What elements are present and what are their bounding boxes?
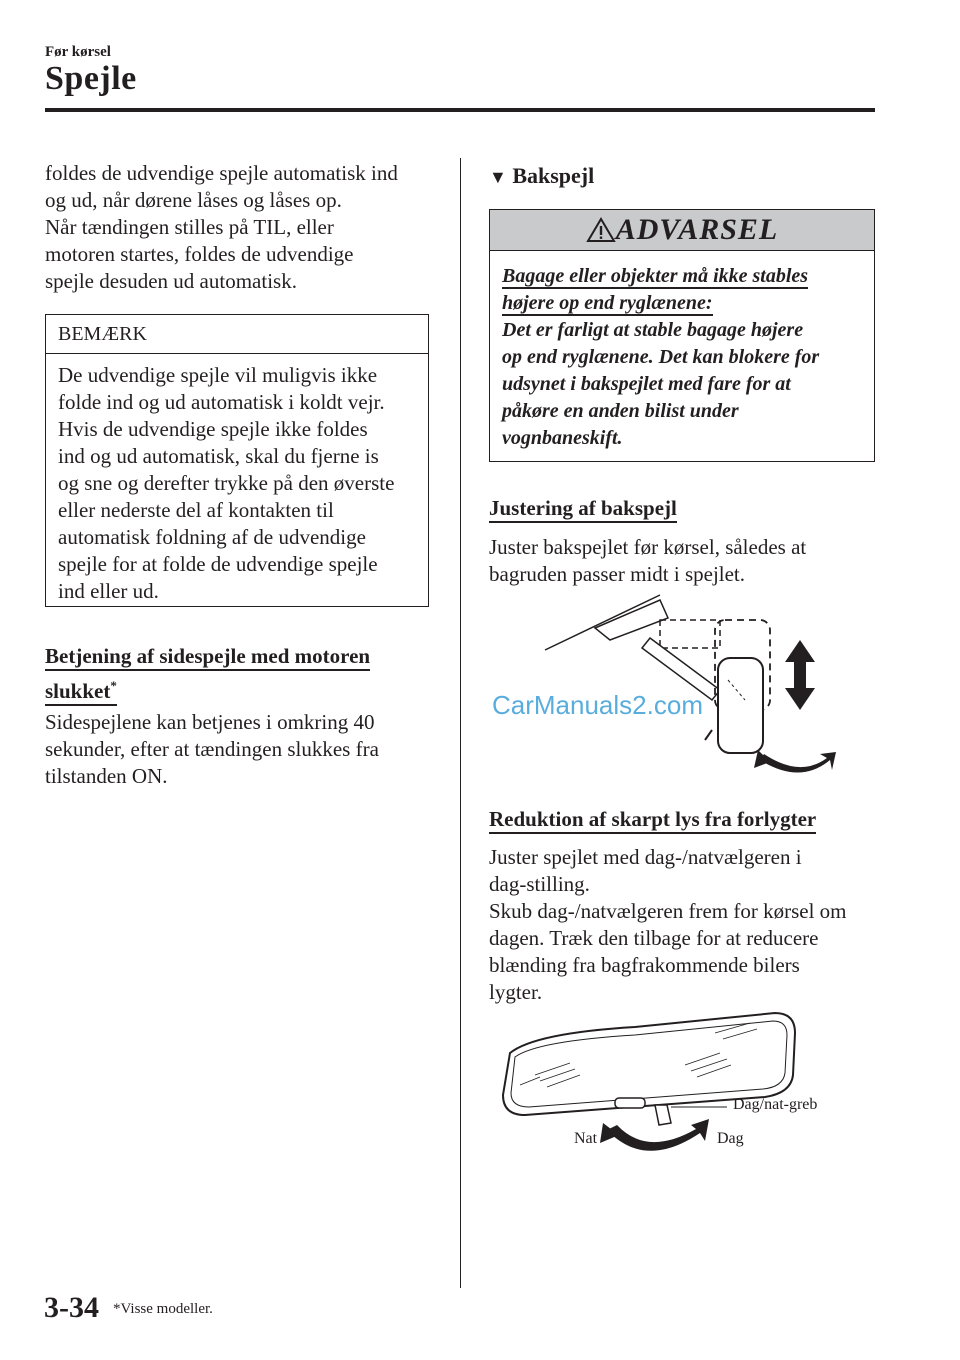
- text-line: folde ind og ud automatisk i koldt vejr.: [58, 390, 385, 414]
- glare-heading: [489, 805, 816, 833]
- text-line: sekunder, efter at tændingen slukkes fra: [45, 737, 379, 761]
- triangle-down-icon: ▼: [489, 167, 507, 187]
- text-line: tilstanden ON.: [45, 764, 168, 788]
- heading-text: Reduktion af skarpt lys fra forlygter: [489, 807, 816, 834]
- text-line: blænding fra bagfrakommende bilers: [489, 953, 800, 977]
- text-line: Juster spejlet med dag-/natvælgeren i: [489, 845, 802, 869]
- footnote-mark: *: [110, 678, 117, 693]
- text-line: Hvis de udvendige spejle ikke foldes: [58, 417, 368, 441]
- heading-line: Betjening af sidespejle med motoren: [45, 644, 370, 671]
- text-line: motoren startes, foldes de udvendige: [45, 242, 354, 266]
- engine-off-paragraph: [45, 709, 379, 790]
- text-line: og sne og derefter trykke på den øverste: [58, 471, 395, 495]
- warning-line: påkøre en anden bilist under: [502, 400, 739, 422]
- watermark: CarManuals2.com: [492, 690, 703, 720]
- note-body: [46, 354, 428, 605]
- glare-paragraph: [489, 844, 847, 1006]
- text-line: ind eller ud.: [58, 579, 159, 603]
- warning-line: vognbaneskift.: [502, 427, 623, 449]
- column-divider: [460, 158, 461, 1288]
- text-line: Juster bakspejlet før kørsel, således at: [489, 535, 807, 559]
- day-night-mirror-illustration: [495, 1005, 805, 1165]
- warning-box: [489, 209, 875, 462]
- note-title: BEMÆRK: [46, 315, 428, 354]
- text-line: bagruden passer midt i spejlet.: [489, 562, 746, 586]
- text-line: lygter.: [489, 980, 543, 1004]
- header-rule: [45, 108, 875, 112]
- text-line: eller nederste del af kontakten til: [58, 498, 334, 522]
- warning-triangle-icon: [586, 217, 616, 243]
- intro-paragraph: [45, 160, 398, 295]
- warning-line: Det er farligt at stable bagage højere: [502, 319, 804, 341]
- warning-line: højere op end ryglænene:: [502, 292, 713, 314]
- warning-line: Bagage eller objekter må ikke stables: [502, 265, 809, 287]
- text-line: foldes de udvendige spejle automatisk ind: [45, 161, 398, 185]
- footnote: *Visse modeller.: [113, 1301, 213, 1317]
- text-line: og ud, når dørene låses og låses op.: [45, 188, 342, 212]
- warning-line: op end ryglænene. Det kan blokere for: [502, 346, 820, 368]
- text-line: Sidespejlene kan betjenes i omkring 40: [45, 710, 375, 734]
- text-line: dagen. Træk den tilbage for at reducere: [489, 926, 819, 950]
- engine-off-heading: [45, 642, 370, 705]
- page-number: 3-34: [44, 1291, 99, 1324]
- text-line: dag-stilling.: [489, 872, 590, 896]
- text-line: spejle desuden ud automatisk.: [45, 269, 297, 293]
- note-box: [45, 314, 429, 607]
- adjust-paragraph: [489, 534, 806, 588]
- night-label: Nat: [574, 1130, 598, 1147]
- warning-header: [490, 210, 874, 251]
- text-line: Når tændingen stilles på TIL, eller: [45, 215, 334, 239]
- section-title-text: Bakspejl: [512, 163, 595, 188]
- warning-line: udsynet i bakspejlet med fare for at: [502, 373, 791, 395]
- warning-body: [490, 251, 874, 452]
- section-label: Før kørsel: [45, 44, 111, 60]
- day-label: Dag: [717, 1130, 744, 1147]
- adjust-heading: [489, 494, 677, 522]
- lever-label: Dag/nat-greb: [733, 1096, 818, 1113]
- text-line: automatisk foldning af de udvendige: [58, 525, 366, 549]
- heading-line: slukket: [45, 679, 111, 703]
- heading-text: Justering af bakspejl: [489, 496, 677, 523]
- text-line: De udvendige spejle vil muligvis ikke: [58, 363, 378, 387]
- warning-title: ADVARSEL: [615, 213, 779, 246]
- chapter-title: Spejle: [45, 60, 137, 97]
- text-line: Skub dag-/natvælgeren frem for kørsel om: [489, 899, 847, 923]
- mirror-section-title: [489, 162, 594, 191]
- text-line: spejle for at folde de udvendige spejle: [58, 552, 378, 576]
- text-line: ind og ud automatisk, skal du fjerne is: [58, 444, 379, 468]
